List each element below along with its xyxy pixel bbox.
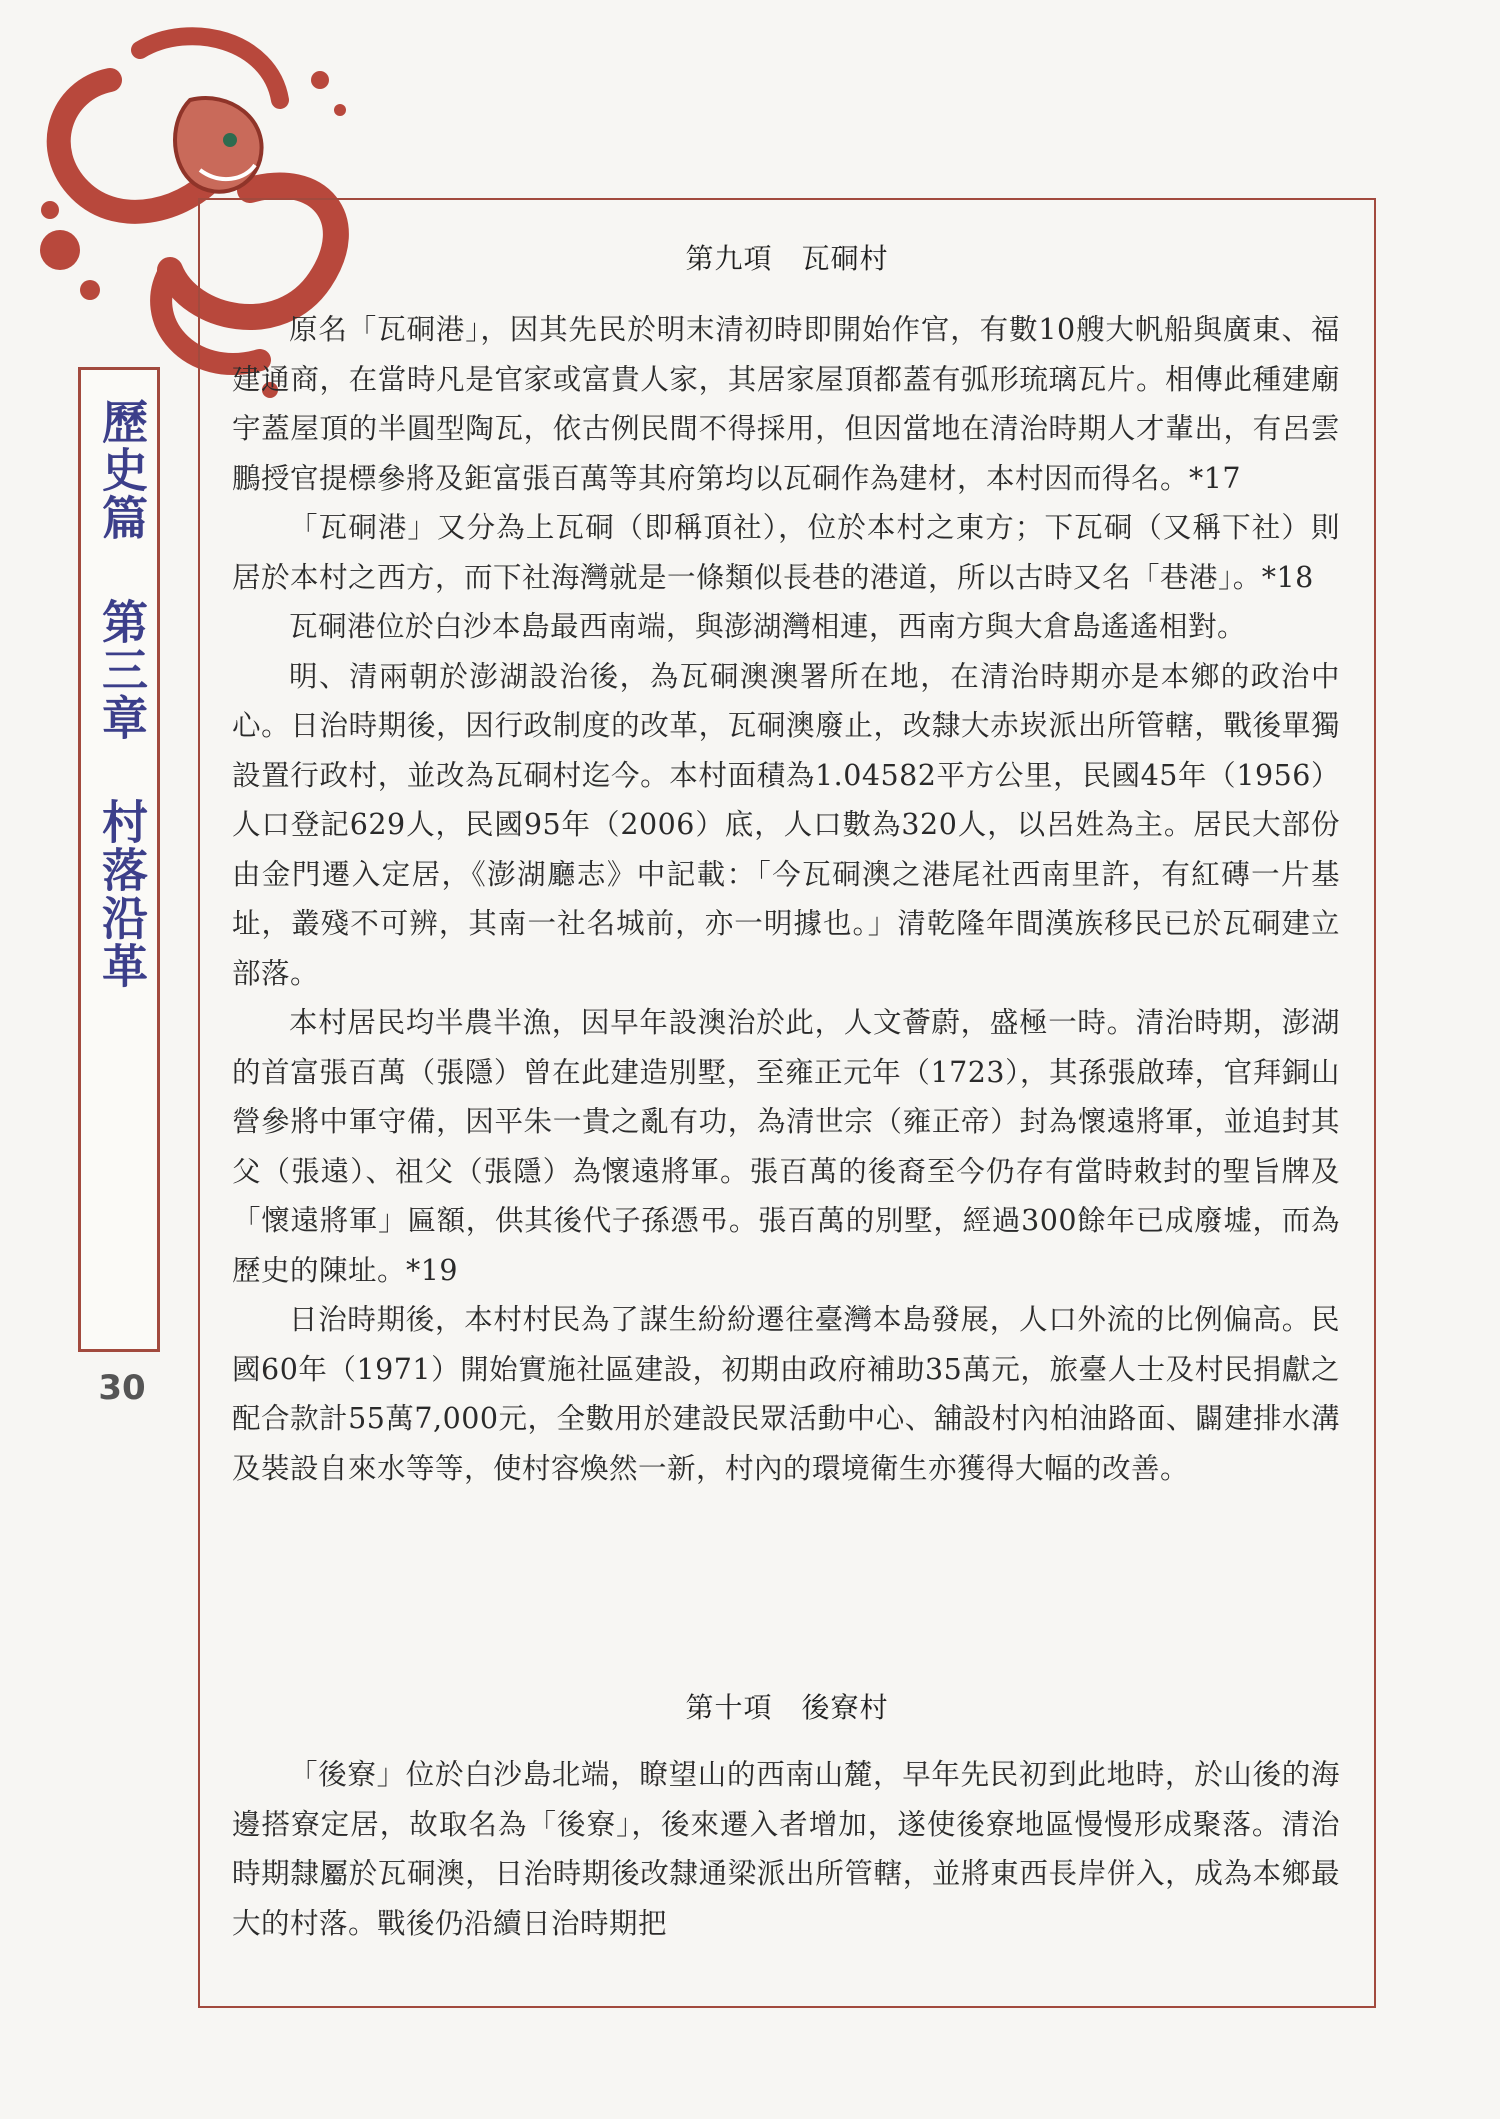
section-title: 第九項 瓦硐村	[685, 242, 889, 275]
section-body	[232, 1750, 1340, 1948]
paragraph: 瓦硐港位於白沙本島最西南端，與澎湖灣相連，西南方與大倉島遙遙相對。	[289, 610, 1247, 643]
paragraph: 「後寮」位於白沙島北端，瞭望山的西南山麓，早年先民初到此地時，於山後的海邊搭寮定居，故取名為「後寮」，後來遷入者增加，遂使後寮地區慢慢形成聚落。清治時期隸屬於瓦硐澳，日治時期後改隸通梁派出所管轄，並將東西長岸併入，成為本鄉最大的村落。戰後仍沿續日治時期把	[232, 1758, 1340, 1940]
section-title: 第十項 後寮村	[685, 1691, 889, 1724]
paragraph: 原名「瓦硐港」，因其先民於明末清初時即開始作官，有數10艘大帆船與廣東、福建通商，在當時凡是官家或富貴人家，其居家屋頂都蓋有弧形琉璃瓦片。相傳此種建廟宇蓋屋頂的半圓型陶瓦，依古例民間不得採用，但因當地在清治時期人才輩出，有呂雲鵬授官提標參將及鉅富張百萬等其府第均以瓦硐作為建材，本村因而得名。*17	[232, 313, 1340, 495]
section-body	[232, 305, 1340, 1493]
chapter-side-tab-label: 歷史篇 第三章 村落沿革	[95, 398, 149, 990]
paragraph: 本村居民均半農半漁，因早年設澳治於此，人文薈蔚，盛極一時。清治時期，澎湖的首富張百萬（張隱）曾在此建造別墅，至雍正元年（1723），其孫張啟琫，官拜銅山營參將中軍守備，因平朱一貴之亂有功，為清世宗（雍正帝）封為懷遠將軍，並追封其父（張遠）、祖父（張隱）為懷遠將軍。張百萬的後裔至今仍存有當時敕封的聖旨牌及「懷遠將軍」匾額，供其後代子孫憑弔。張百萬的別墅，經過300餘年已成廢墟，而為歷史的陳址。*19	[232, 1006, 1340, 1287]
paragraph: 「瓦硐港」又分為上瓦硐（即稱頂社），位於本村之東方；下瓦硐（又稱下社）則居於本村之西方，而下社海灣就是一條類似長巷的港道，所以古時又名「巷港」。*18	[232, 511, 1340, 594]
page-number: 30	[98, 1368, 146, 1408]
paragraph: 明、清兩朝於澎湖設治後，為瓦硐澳澳署所在地，在清治時期亦是本鄉的政治中心。日治時期後，因行政制度的改革，瓦硐澳廢止，改隸大赤崁派出所管轄，戰後單獨設置行政村，並改為瓦硐村迄今。本村面積為1.04582平方公里，民國45年（1956）人口登記629人，民國95年（2006）底，人口數為320人，以呂姓為主。居民大部份由金門遷入定居，《澎湖廳志》中記載：「今瓦硐澳之港尾社西南里許，有紅磚一片基址，叢殘不可辨，其南一社名城前，亦一明據也。」清乾隆年間漢族移民已於瓦硐建立部落。	[232, 659, 1340, 990]
chapter-side-tab	[78, 367, 160, 1352]
paragraph: 日治時期後，本村村民為了謀生紛紛遷往臺灣本島發展，人口外流的比例偏高。民國60年（1971）開始實施社區建設，初期由政府補助35萬元，旅臺人士及村民捐獻之配合款計55萬7,000元，全數用於建設民眾活動中心、舖設村內柏油路面、闢建排水溝及裝設自來水等等，使村容煥然一新，村內的環境衛生亦獲得大幅的改善。	[232, 1303, 1340, 1485]
